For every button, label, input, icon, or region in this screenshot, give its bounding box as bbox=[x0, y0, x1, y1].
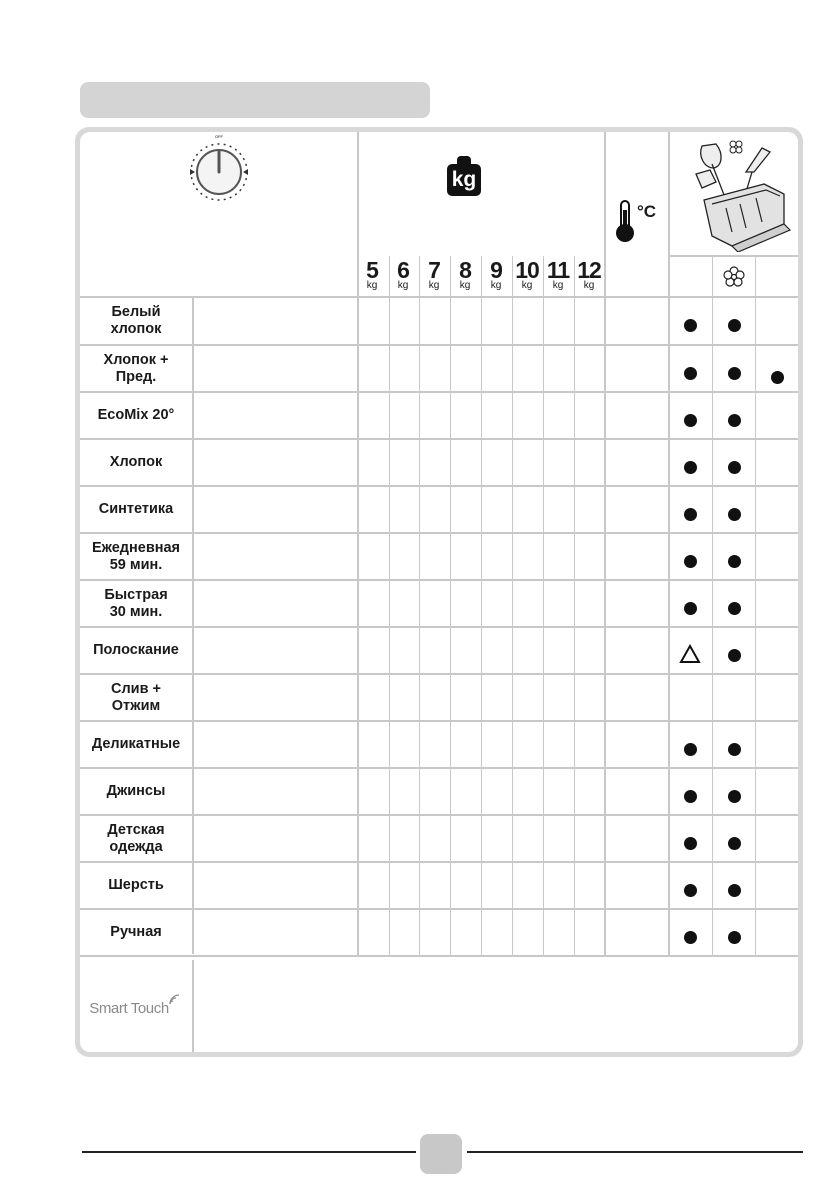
main-dot-12 bbox=[728, 884, 741, 897]
load-11kg-header: 11 kg bbox=[546, 257, 570, 291]
page-number-tab bbox=[420, 1134, 462, 1174]
thermometer-icon bbox=[616, 200, 636, 244]
program-label-wool: Шерсть bbox=[108, 877, 164, 893]
prewash-dot-2 bbox=[684, 414, 697, 427]
program-label-cotton-prewash: Хлопок + Пред. bbox=[103, 351, 169, 385]
main-dot-0 bbox=[728, 319, 741, 332]
prewash-dot-6 bbox=[684, 602, 697, 615]
program-label-drain-spin: Слив + Отжим bbox=[110, 680, 161, 714]
load-12kg-header: 12 kg bbox=[577, 257, 601, 291]
main-dot-11 bbox=[728, 837, 741, 850]
program-table bbox=[80, 132, 798, 1052]
divider-drawer-header bbox=[668, 255, 798, 257]
program-label-jeans: Джинсы bbox=[106, 783, 166, 799]
program-label-white-cotton: Белый хлопок bbox=[110, 304, 162, 337]
program-label-rapid-30: Быстрая 30 мин. bbox=[104, 586, 168, 620]
prewash-dot-12 bbox=[684, 884, 697, 897]
main-dot-13 bbox=[728, 931, 741, 944]
smart-touch-logo bbox=[82, 1000, 188, 1017]
prewash-dot-11 bbox=[684, 837, 697, 850]
prewash-dot-13 bbox=[684, 931, 697, 944]
load-8kg-header: 8 kg bbox=[459, 257, 471, 291]
divider-temp-start bbox=[604, 132, 606, 956]
softener-dot-1 bbox=[771, 371, 784, 384]
load-5kg-header: 5 kg bbox=[366, 257, 378, 291]
load-7kg-header: 7 kg bbox=[428, 257, 440, 291]
main-dot-7 bbox=[728, 649, 741, 662]
detergent-drawer-icon bbox=[680, 134, 796, 252]
section-title-bar bbox=[80, 82, 430, 118]
softener-flower-icon bbox=[723, 266, 745, 288]
main-dot-10 bbox=[728, 790, 741, 803]
main-dot-3 bbox=[728, 461, 741, 474]
program-label-synthetics: Синтетика bbox=[98, 501, 174, 517]
program-label-ecomix: EcoMix 20° bbox=[97, 407, 175, 423]
program-label-rinse: Полоскание bbox=[93, 642, 179, 658]
svg-text:OFF: OFF bbox=[215, 134, 223, 139]
main-dot-5 bbox=[728, 555, 741, 568]
temperature-unit-label: °C bbox=[637, 202, 657, 221]
load-10kg-header: 10 kg bbox=[515, 257, 539, 291]
weight-icon bbox=[447, 156, 481, 198]
program-label-baby: Детская одежда bbox=[107, 821, 165, 855]
weight-icon-label: kg bbox=[447, 164, 481, 196]
prewash-dot-4 bbox=[684, 508, 697, 521]
page-footer-line-right bbox=[467, 1151, 803, 1153]
load-6kg-header: 6 kg bbox=[397, 257, 409, 291]
program-label-daily-59: Ежедневная 59 мин. bbox=[91, 539, 181, 573]
prewash-dot-3 bbox=[684, 461, 697, 474]
wireless-icon bbox=[169, 992, 181, 1006]
main-dot-4 bbox=[728, 508, 741, 521]
main-dot-6 bbox=[728, 602, 741, 615]
page-footer-line-left bbox=[82, 1151, 416, 1153]
program-label-delicates: Деликатные bbox=[91, 736, 181, 752]
main-dot-2 bbox=[728, 414, 741, 427]
prewash-dot-1 bbox=[684, 367, 697, 380]
divider-footer bbox=[80, 955, 798, 957]
prewash-dot-5 bbox=[684, 555, 697, 568]
divider-load-start bbox=[357, 132, 359, 956]
main-dot-1 bbox=[728, 367, 741, 380]
prewash-dot-9 bbox=[684, 743, 697, 756]
smart-touch-label: Smart Touch bbox=[89, 1000, 169, 1017]
program-label-hand-wash: Ручная bbox=[110, 924, 162, 940]
prewash-triangle-7 bbox=[679, 644, 701, 664]
program-dial-icon bbox=[180, 134, 260, 210]
prewash-dot-0 bbox=[684, 319, 697, 332]
program-label-cotton: Хлопок bbox=[109, 454, 163, 470]
prewash-dot-10 bbox=[684, 790, 697, 803]
divider-smart-column bbox=[192, 960, 194, 1052]
load-9kg-header: 9 kg bbox=[490, 257, 502, 291]
main-dot-9 bbox=[728, 743, 741, 756]
